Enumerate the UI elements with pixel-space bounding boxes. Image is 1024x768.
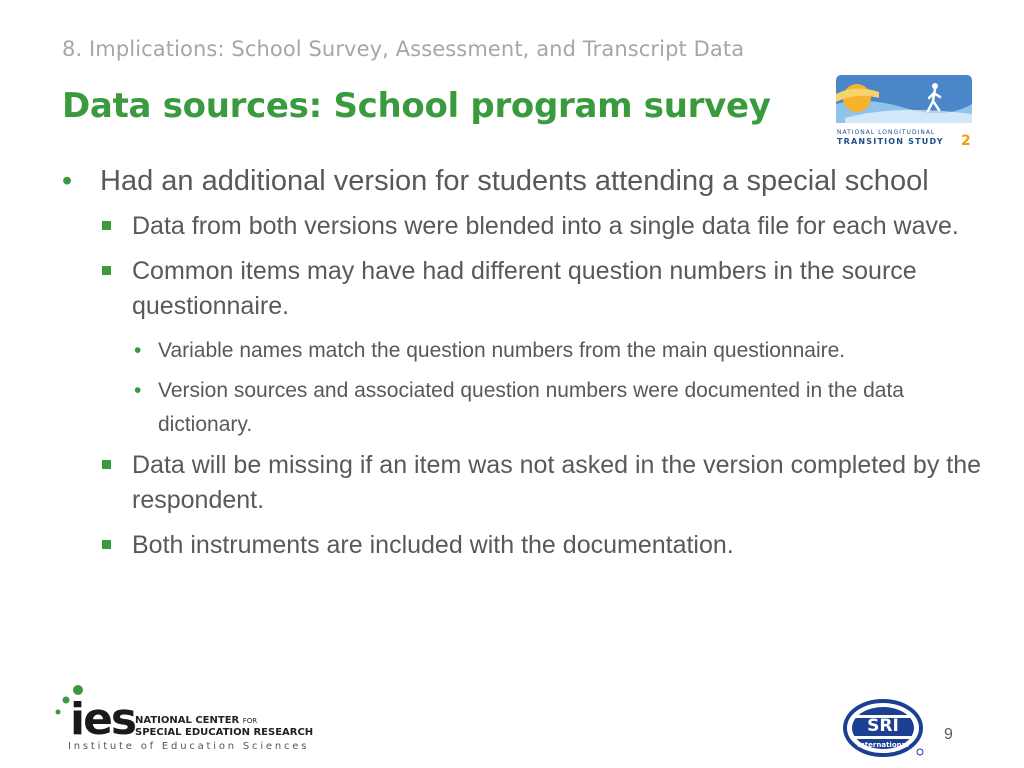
bullet-square-icon — [102, 540, 111, 549]
bullet-text: Data from both versions were blended into a single data file for each wave. — [132, 212, 959, 240]
bullet-dot-icon: • — [134, 379, 142, 402]
svg-text:2: 2 — [961, 133, 971, 148]
bullet-item-level2 — [62, 209, 982, 244]
bullet-text: Both instruments are included with the documentation. — [132, 531, 734, 559]
bullet-text: Variable names match the question numbers from the main questionnaire. — [158, 339, 846, 362]
ies-tagline: Institute of Education Sciences — [68, 741, 310, 752]
nlts2-logo — [835, 74, 975, 148]
page-number: 9 — [944, 726, 953, 743]
bullet-square-icon — [102, 221, 111, 230]
svg-text:SRI: SRI — [867, 716, 899, 736]
bullet-square-icon — [102, 266, 111, 275]
bullet-item-level2 — [62, 448, 982, 518]
bullet-item-level2 — [62, 528, 982, 563]
bullet-text: Data will be missing if an item was not asked in the version completed by the respondent. — [132, 451, 982, 514]
slide-title: Data sources: School program survey — [62, 86, 771, 126]
bullet-item-level3 — [62, 374, 982, 442]
bullet-dot-icon: • — [62, 165, 73, 197]
bullet-text: Common items may have had different question numbers in the source questionnaire. — [132, 257, 917, 320]
svg-text:ies: ies — [70, 694, 136, 745]
bullet-text: Version sources and associated question numbers were documented in the data dictionary. — [158, 379, 904, 436]
bullet-square-icon — [102, 460, 111, 469]
bullet-item-level3 — [62, 334, 982, 368]
bullet-dot-icon: • — [134, 339, 142, 362]
sri-international-logo — [843, 698, 927, 758]
section-title: 8. Implications: School Survey, Assessment, and Transcript Data — [62, 37, 745, 61]
bullet-list — [62, 162, 982, 573]
bullet-item-level1 — [62, 162, 982, 201]
svg-text:International: International — [857, 741, 909, 749]
bullet-item-level2 — [62, 254, 982, 324]
svg-text:NATIONAL LONGITUDINAL: NATIONAL LONGITUDINAL — [837, 129, 936, 136]
svg-text:TRANSITION STUDY: TRANSITION STUDY — [837, 137, 944, 146]
ies-center-name: NATIONAL CENTER FOR SPECIAL EDUCATION RESEARCH — [135, 715, 314, 738]
bullet-text: Had an additional version for students attending a special school — [100, 165, 929, 197]
